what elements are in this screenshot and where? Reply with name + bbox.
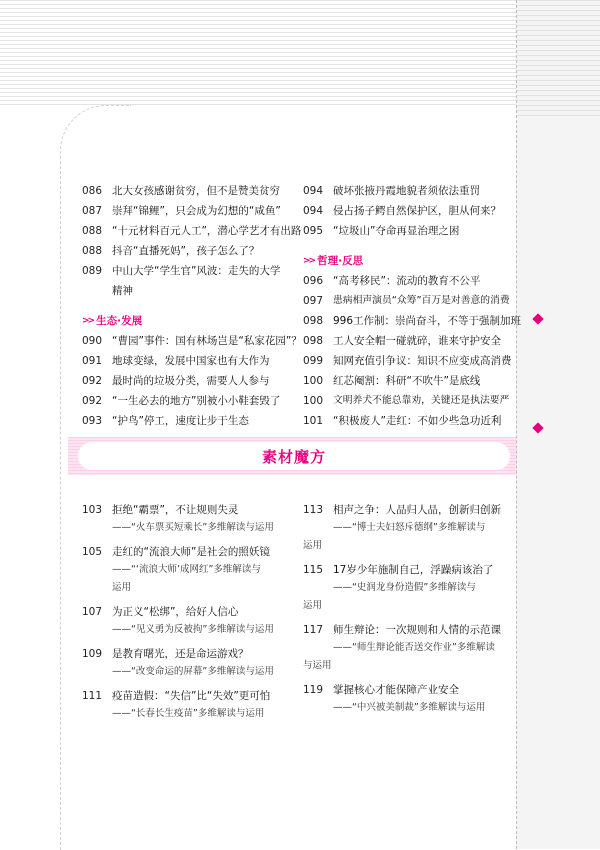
toc-group-b [82, 331, 302, 431]
page-number: 087 [82, 205, 103, 217]
entry-subtitle: ——“改变命运的屏幕”多维解读与运用 [112, 666, 274, 677]
toc-title: 患病相声演员“众筹”百万是对善意的消费 [333, 295, 510, 306]
page-number: 095 [303, 225, 324, 237]
page-number: 093 [82, 415, 103, 427]
section-label [303, 251, 515, 271]
magic-entry[interactable] [303, 681, 515, 717]
page-number: 097 [303, 295, 324, 307]
page-number: 119 [303, 684, 324, 696]
page-number: 092 [82, 375, 103, 387]
entry-subtitle-cont: 与运用 [303, 660, 332, 671]
entry-subtitle: ——“中兴被美制裁”多维解读与运用 [333, 702, 486, 713]
toc-item[interactable] [303, 311, 522, 331]
entry-subtitle: ——“‘流浪大师’成网红”多维解读与 [112, 564, 261, 575]
entry-subtitle: ——“史润龙身份造假”多维解读与 [333, 582, 476, 593]
page-number: 098 [303, 335, 324, 347]
page-number: 100 [303, 395, 324, 407]
magic-entry[interactable] [303, 501, 515, 555]
toc-item[interactable] [82, 411, 302, 431]
toc-title: “十元材料百元人工”，潜心学艺才有出路 [112, 225, 302, 237]
section-banner [68, 437, 516, 475]
toc-item-continuation [82, 281, 302, 301]
page-number: 089 [82, 265, 103, 277]
page-number: 117 [303, 624, 324, 636]
page-number: 101 [303, 415, 324, 427]
page-number: 096 [303, 275, 324, 287]
page-number: 090 [82, 335, 103, 347]
toc-title: 抖音“直播死妈”，孩子怎么了？ [112, 245, 260, 257]
toc-top-left [82, 181, 302, 431]
page-number: 105 [82, 546, 103, 558]
toc-item[interactable] [82, 181, 302, 201]
entry-title: 师生辩论：一次规则和人情的示范课 [333, 624, 501, 636]
magic-right [303, 501, 515, 723]
toc-group-a [303, 181, 515, 241]
page-number: 088 [82, 245, 103, 257]
toc-item[interactable] [82, 371, 302, 391]
toc-group-b [303, 271, 522, 431]
entry-subtitle-cont: 运用 [112, 582, 132, 593]
entry-title: 拒绝“霸票”，不让规则失灵 [112, 504, 239, 516]
section-label-text: 生态·发展 [96, 315, 143, 327]
page-number: 109 [82, 648, 103, 660]
banner-pill [78, 442, 510, 470]
toc-title: “积极废人”走红：不如少些急功近利 [333, 415, 502, 427]
page-number: 113 [303, 504, 324, 516]
toc-item[interactable] [82, 221, 302, 241]
page-number: 094 [303, 205, 324, 217]
page-number: 092 [82, 395, 103, 407]
toc-item[interactable] [303, 391, 515, 411]
toc-item[interactable] [82, 241, 302, 261]
toc-title: 知网充值引争议：知识不应变成高消费 [333, 355, 512, 367]
entry-title: 走红的“流浪大师”是社会的照妖镜 [112, 546, 270, 558]
page-number: 088 [82, 225, 103, 237]
magic-entry[interactable] [303, 561, 515, 615]
toc-item[interactable] [303, 201, 515, 221]
page-number: 091 [82, 355, 103, 367]
entry-title: 17岁少年施制自己，浮躁病该治了 [333, 564, 494, 576]
toc-item[interactable] [82, 261, 302, 281]
toc-title: 996工作制：崇尚奋斗，不等于强制加班 [333, 315, 522, 327]
section-label [82, 311, 302, 331]
page-number: 098 [303, 315, 324, 327]
magic-entry[interactable] [82, 543, 304, 597]
toc-title: 地球变绿，发展中国家也有大作为 [112, 355, 270, 367]
toc-title: 红芯阉割：科研“不吹牛”是底线 [333, 375, 481, 387]
entry-subtitle: ——“长春长生疫苗”多维解读与运用 [112, 708, 265, 719]
right-margin-strip [516, 0, 600, 849]
entry-title: 是教育曙光，还是命运游戏？ [112, 648, 249, 660]
toc-title: “高考移民”：流动的教育不公平 [333, 275, 481, 287]
toc-title: 中山大学“学生官”风波：走失的大学 [112, 265, 281, 277]
entry-subtitle: ——“火车票买短乘长”多维解读与运用 [112, 522, 274, 533]
page-number: 111 [82, 690, 103, 702]
magic-entry[interactable] [82, 687, 304, 723]
toc-title: 工人安全帽一碰就碎，谁来守护安全 [333, 335, 501, 347]
page-number: 103 [82, 504, 103, 516]
toc-title: 最时尚的垃圾分类，需要人人参与 [112, 375, 270, 387]
toc-item[interactable] [82, 351, 302, 371]
toc-title-cont: 精神 [112, 285, 133, 297]
toc-title: 侵占扬子鳄自然保护区，胆从何来？ [333, 205, 501, 217]
entry-title: 为正义“松绑”，给好人信心 [112, 606, 239, 618]
toc-item[interactable] [82, 391, 302, 411]
section-label-text: 哲理·反思 [317, 255, 364, 267]
magic-entry[interactable] [82, 501, 304, 537]
entry-title: 掌握核心才能保障产业安全 [333, 684, 459, 696]
toc-item[interactable] [82, 201, 302, 221]
entry-subtitle: ——“师生辩论能否送交作业”多维解读 [333, 642, 495, 653]
banner-title: 素材魔方 [261, 447, 326, 466]
toc-item[interactable] [303, 291, 515, 311]
toc-title: “护鸟”停工，速度让步于生态 [112, 415, 249, 427]
toc-title: 崇拜“锦鲤”，只会成为幻想的“咸鱼” [112, 205, 281, 217]
toc-item[interactable] [82, 331, 302, 351]
entry-subtitle: ——“见义勇为反被拘”多维解读与运用 [112, 624, 274, 635]
toc-item[interactable] [303, 271, 515, 291]
page-number: 107 [82, 606, 103, 618]
toc-item[interactable] [303, 411, 515, 431]
entry-subtitle-cont: 运用 [303, 540, 323, 551]
entry-subtitle: ——“博士夫妇怒斥德纲”多维解读与 [333, 522, 486, 533]
toc-title: 文明养犬不能总靠劝，关键还是执法要严 [333, 395, 510, 406]
double-chevron-icon: >> [303, 256, 315, 266]
page-number: 115 [303, 564, 324, 576]
toc-item[interactable] [303, 371, 515, 391]
entry-subtitle-cont: 运用 [303, 600, 323, 611]
toc-title: 北大女孩感谢贫穷，但不是赞美贫穷 [112, 185, 280, 197]
toc-top-right [303, 181, 522, 431]
toc-item[interactable] [303, 351, 515, 371]
toc-title: 破坏张掖丹霞地貌者须依法重罚 [333, 185, 480, 197]
magic-left [82, 501, 304, 729]
toc-group-a [82, 181, 302, 301]
magic-entry[interactable] [303, 621, 515, 675]
toc-item[interactable] [303, 331, 515, 351]
page-number: 099 [303, 355, 324, 367]
strip-line-pattern [517, 0, 600, 120]
toc-title: “曹园”事件：国有林场岂是“私家花园”？ [112, 335, 302, 347]
entry-title: 相声之争：人品归人品，创新归创新 [333, 504, 501, 516]
page-number: 100 [303, 375, 324, 387]
page-number: 094 [303, 185, 324, 197]
toc-title: “垃圾山”夺命再显治理之困 [333, 225, 460, 237]
double-chevron-icon: >> [82, 316, 94, 326]
magic-entry[interactable] [82, 603, 304, 639]
toc-item[interactable] [303, 181, 515, 201]
toc-item[interactable] [303, 221, 515, 241]
magic-entry[interactable] [82, 645, 304, 681]
top-stripe-pattern [0, 0, 516, 105]
entry-title: 疫苗造假：“失信”比“失效”更可怕 [112, 690, 271, 702]
page-number: 086 [82, 185, 103, 197]
toc-title: “一生必去的地方”别被小小鞋套毁了 [112, 395, 281, 407]
